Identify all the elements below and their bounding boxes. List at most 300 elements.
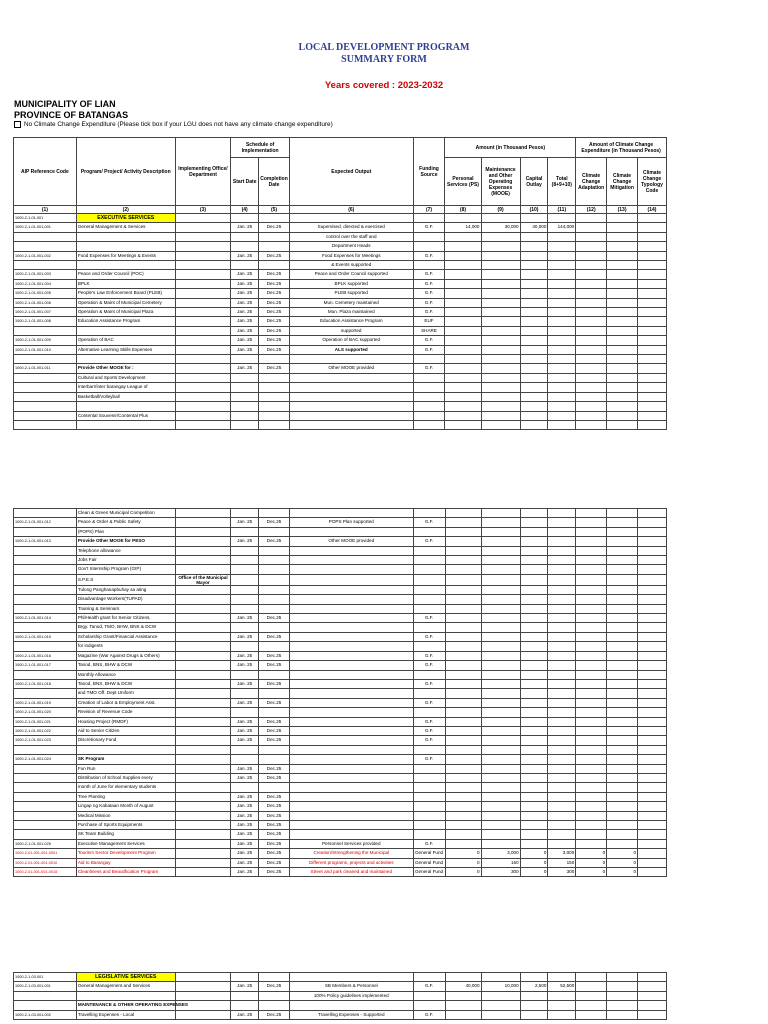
cell-co <box>520 392 548 401</box>
table-row <box>14 991 667 1000</box>
cell-total <box>548 355 576 364</box>
form-title: LOCAL DEVELOPMENT PROGRAM <box>298 42 470 53</box>
cell-start <box>231 783 259 792</box>
table-row <box>14 679 667 688</box>
cell-output <box>289 689 413 698</box>
cell-cca <box>576 223 607 232</box>
cell-office <box>175 261 231 270</box>
cell-end <box>259 556 290 565</box>
cell-total: 150 <box>548 858 576 867</box>
cell-co <box>520 792 548 801</box>
cell-output <box>289 670 413 679</box>
col-number: (11) <box>548 206 576 214</box>
cell-end: Dec.25 <box>259 345 290 354</box>
cell-office <box>175 623 231 632</box>
cell-output: Other MOOE provided <box>289 364 413 373</box>
cell-ccm: 0 <box>607 868 638 877</box>
cell-start: Jan. 25 <box>231 802 259 811</box>
cell-co <box>520 614 548 623</box>
cell-cct <box>638 411 667 420</box>
cell-total <box>548 574 576 585</box>
cell-mooe <box>481 317 520 326</box>
cell-cca <box>576 355 607 364</box>
cell-office <box>175 326 231 335</box>
cell-office <box>175 373 231 382</box>
cell-desc <box>76 261 175 270</box>
cell-fund <box>413 420 445 429</box>
cell-co <box>520 232 548 241</box>
cell-office <box>175 251 231 260</box>
cell-cca <box>576 755 607 764</box>
cell-start <box>231 411 259 420</box>
cell-desc <box>76 242 175 251</box>
cell-cct <box>638 279 667 288</box>
cell-end <box>259 623 290 632</box>
cell-office <box>175 223 231 232</box>
cell-end <box>259 1001 290 1010</box>
cell-ccm: 0 <box>607 858 638 867</box>
cell-start <box>231 585 259 594</box>
municipality: MUNICIPALITY OF LIAN <box>14 99 116 109</box>
cell-co <box>520 651 548 660</box>
cell-total: 3,000 <box>548 849 576 858</box>
table-row <box>14 802 667 811</box>
cell-cct <box>638 651 667 660</box>
table-row <box>14 858 667 867</box>
cell-cca <box>576 556 607 565</box>
cell-ps <box>445 811 481 820</box>
cell-output <box>289 373 413 382</box>
cell-cct <box>638 509 667 518</box>
cell-cca <box>576 708 607 717</box>
table-row <box>14 270 667 279</box>
cell-office <box>175 317 231 326</box>
cell-ccm <box>607 556 638 565</box>
cell-ps <box>445 604 481 613</box>
cell-code: 1000-2-1-01-001-010 <box>14 345 77 354</box>
cell-end: Dec.25 <box>259 811 290 820</box>
table-row <box>14 242 667 251</box>
cell-code: 1000-2-1-01-001-015 <box>14 632 77 641</box>
cell-code: 1000-2-1-01-001-013 <box>14 537 77 546</box>
cell-mooe <box>481 279 520 288</box>
cell-co <box>520 736 548 745</box>
cell-ccm <box>607 1001 638 1010</box>
cell-output <box>289 411 413 420</box>
table-row <box>14 614 667 623</box>
col-completion: Completion Date <box>259 158 290 206</box>
cell-office <box>175 726 231 735</box>
cell-mooe <box>481 689 520 698</box>
col-number: (3) <box>175 206 231 214</box>
cell-cca <box>576 679 607 688</box>
cell-ps <box>445 689 481 698</box>
cell-co <box>520 527 548 536</box>
cell-output: PLEB supported <box>289 289 413 298</box>
cell-total <box>548 270 576 279</box>
cell-mooe <box>481 345 520 354</box>
cell-end <box>259 708 290 717</box>
cell-cct <box>638 614 667 623</box>
cell-ccm <box>607 820 638 829</box>
cell-fund: G.F. <box>413 298 445 307</box>
cell-mooe <box>481 973 520 982</box>
cell-cct <box>638 585 667 594</box>
cell-co <box>520 242 548 251</box>
cell-total <box>548 973 576 982</box>
cell-cct <box>638 289 667 298</box>
table-row <box>14 792 667 801</box>
cell-desc: Lingap ng Kabataan Month of August <box>76 802 175 811</box>
cell-cca <box>576 420 607 429</box>
table-row <box>14 355 667 364</box>
cell-total <box>548 820 576 829</box>
cell-office <box>175 651 231 660</box>
cell-cct <box>638 355 667 364</box>
cell-total <box>548 336 576 345</box>
cell-total <box>548 1001 576 1010</box>
cell-total <box>548 214 576 223</box>
cell-co: 0 <box>520 849 548 858</box>
cell-cca <box>576 632 607 641</box>
table-row <box>14 527 667 536</box>
cell-start: Jan. 25 <box>231 679 259 688</box>
cell-co <box>520 689 548 698</box>
col-ccm: Climate Change Mitigation <box>607 158 638 206</box>
cell-cca <box>576 574 607 585</box>
cell-end <box>259 755 290 764</box>
cell-code: 1000-2-1-01-001-002 <box>14 251 77 260</box>
cell-office <box>175 604 231 613</box>
table-row <box>14 717 667 726</box>
cell-code <box>14 411 77 420</box>
cell-mooe <box>481 802 520 811</box>
cell-cct <box>638 574 667 585</box>
cell-office <box>175 546 231 555</box>
cell-desc: Disadvantage Workers(TUPAD) <box>76 595 175 604</box>
cell-ccm <box>607 373 638 382</box>
cell-code <box>14 792 77 801</box>
cell-ps <box>445 317 481 326</box>
cell-fund <box>413 355 445 364</box>
cell-cca <box>576 698 607 707</box>
cell-fund: G.F. <box>413 279 445 288</box>
cell-co: 0 <box>520 858 548 867</box>
cell-end: Dec.25 <box>259 849 290 858</box>
cell-cct <box>638 698 667 707</box>
cell-ccm <box>607 518 638 527</box>
col-cct: Climate Change Typology Code <box>638 158 667 206</box>
cell-ccm <box>607 670 638 679</box>
cell-output <box>289 755 413 764</box>
cell-ps <box>445 527 481 536</box>
cell-fund: G.F. <box>413 698 445 707</box>
cell-desc: BPLK <box>76 279 175 288</box>
cell-end <box>259 392 290 401</box>
cell-co <box>520 565 548 574</box>
cell-end: Dec.25 <box>259 270 290 279</box>
cell-start: Jan. 25 <box>231 537 259 546</box>
cell-office <box>175 632 231 641</box>
table-row <box>14 537 667 546</box>
cell-desc: Aid to Barangay <box>76 858 175 867</box>
cell-office <box>175 670 231 679</box>
cell-ps <box>445 745 481 754</box>
form-subtitle: SUMMARY FORM <box>341 54 427 65</box>
cell-cct <box>638 973 667 982</box>
cell-mooe <box>481 1010 520 1019</box>
cell-cct <box>638 708 667 717</box>
cell-output: Education Assistance Program <box>289 317 413 326</box>
cell-start <box>231 556 259 565</box>
cell-ps <box>445 764 481 773</box>
cell-code <box>14 546 77 555</box>
cell-total <box>548 420 576 429</box>
cell-office <box>175 689 231 698</box>
cell-ccm <box>607 355 638 364</box>
cell-desc: month of June for elementary students <box>76 783 175 792</box>
cell-ps <box>445 336 481 345</box>
cell-output: Department Heads <box>289 242 413 251</box>
cell-co <box>520 214 548 223</box>
table-row <box>14 298 667 307</box>
cell-code <box>14 783 77 792</box>
col-number: (1) <box>14 206 77 214</box>
cell-office <box>175 991 231 1000</box>
cell-ps <box>445 736 481 745</box>
cell-ccm <box>607 574 638 585</box>
cell-mooe <box>481 632 520 641</box>
cell-start <box>231 689 259 698</box>
cell-ps: 40,000 <box>445 982 481 991</box>
cell-ps <box>445 355 481 364</box>
cell-cct <box>638 364 667 373</box>
cell-ccm <box>607 336 638 345</box>
cell-cct <box>638 518 667 527</box>
cell-mooe <box>481 574 520 585</box>
cell-desc: LEGISLATIVE SERVICES <box>76 973 175 982</box>
cell-end: Dec.25 <box>259 537 290 546</box>
cell-mooe <box>481 402 520 411</box>
cell-ps <box>445 392 481 401</box>
cell-co <box>520 574 548 585</box>
cell-desc: Monthly Allowance <box>76 670 175 679</box>
cell-cca <box>576 614 607 623</box>
cell-office <box>175 585 231 594</box>
cell-desc: Training & Seminars <box>76 604 175 613</box>
cell-output: SB Members & Personnel <box>289 982 413 991</box>
cell-fund <box>413 745 445 754</box>
cell-desc: Travelling Expenses - Local <box>76 1010 175 1019</box>
cell-desc: EXECUTIVE SERVICES <box>76 214 175 223</box>
cell-desc <box>76 326 175 335</box>
cell-code: 1000-2-1-01-001-017 <box>14 661 77 670</box>
cell-ps <box>445 402 481 411</box>
cell-total <box>548 298 576 307</box>
cell-output: Street and park cleaned and maintained <box>289 868 413 877</box>
cell-cca <box>576 364 607 373</box>
cell-end: Dec.25 <box>259 982 290 991</box>
cell-fund <box>413 527 445 536</box>
cell-ps <box>445 623 481 632</box>
cell-output: Operation of BAC supported <box>289 336 413 345</box>
cell-total <box>548 345 576 354</box>
table-row <box>14 670 667 679</box>
cell-output: 100% Policy guidelines implemented <box>289 991 413 1000</box>
cell-co <box>520 745 548 754</box>
cell-fund <box>413 242 445 251</box>
cell-cct <box>638 527 667 536</box>
table-row <box>14 849 667 858</box>
cell-start <box>231 604 259 613</box>
col-number: (2) <box>76 206 175 214</box>
cell-end <box>259 670 290 679</box>
cell-start: Jan. 25 <box>231 726 259 735</box>
cell-desc: Cleanliness and Beautification Program <box>76 868 175 877</box>
cell-total <box>548 402 576 411</box>
cell-end: Dec.25 <box>259 679 290 688</box>
cell-cct <box>638 679 667 688</box>
cell-fund: G.F. <box>413 251 445 260</box>
cell-office <box>175 298 231 307</box>
cell-output <box>289 565 413 574</box>
cell-ps <box>445 991 481 1000</box>
cell-total <box>548 373 576 382</box>
cell-ps <box>445 546 481 555</box>
cell-code: 1000-2-1-03-001-001 <box>14 982 77 991</box>
cell-cct <box>638 632 667 641</box>
cell-start: Jan. 25 <box>231 736 259 745</box>
cell-cca <box>576 726 607 735</box>
cell-ccm <box>607 689 638 698</box>
cell-desc: Brgy. Tanod, TMO, BHW, BNS & DCW <box>76 623 175 632</box>
cell-fund: G.F. <box>413 518 445 527</box>
cell-fund: G.F. <box>413 364 445 373</box>
cell-mooe <box>481 783 520 792</box>
cell-co <box>520 383 548 392</box>
cell-mooe: 10,000 <box>481 982 520 991</box>
cell-mooe <box>481 232 520 241</box>
cell-co <box>520 991 548 1000</box>
cell-code: 1000-2-1-01-001-006 <box>14 298 77 307</box>
cell-end: Dec.25 <box>259 830 290 839</box>
cell-office <box>175 717 231 726</box>
cell-cca <box>576 991 607 1000</box>
summary-table-1 <box>13 137 667 430</box>
cell-cct <box>638 298 667 307</box>
cell-start <box>231 574 259 585</box>
cell-end: Dec.25 <box>259 251 290 260</box>
cell-ccm <box>607 604 638 613</box>
cell-cca <box>576 270 607 279</box>
cell-end <box>259 565 290 574</box>
cell-ccm <box>607 242 638 251</box>
col-cca: Climate Change Adaptation <box>576 158 607 206</box>
cell-mooe: 30,000 <box>481 223 520 232</box>
cell-start <box>231 242 259 251</box>
cell-end: Dec.25 <box>259 858 290 867</box>
table-row <box>14 773 667 782</box>
cell-co <box>520 820 548 829</box>
cell-co <box>520 773 548 782</box>
cell-total <box>548 736 576 745</box>
cell-office <box>175 830 231 839</box>
cell-co <box>520 345 548 354</box>
cell-ps <box>445 509 481 518</box>
cell-mooe <box>481 830 520 839</box>
cell-mooe: 300 <box>481 868 520 877</box>
cell-mooe <box>481 604 520 613</box>
table-row <box>14 574 667 585</box>
cell-cca <box>576 830 607 839</box>
col-number: (9) <box>481 206 520 214</box>
cell-ps <box>445 251 481 260</box>
cell-ccm <box>607 345 638 354</box>
cell-output: BPLK supported <box>289 279 413 288</box>
cell-start: Jan. 25 <box>231 364 259 373</box>
cell-ps <box>445 820 481 829</box>
cell-cct <box>638 326 667 335</box>
cell-code: 1000-2-01-001-001-0015 <box>14 868 77 877</box>
cell-start: Jan. 25 <box>231 223 259 232</box>
cell-fund <box>413 509 445 518</box>
cell-desc: Food Expenses for Meetings & Events <box>76 251 175 260</box>
cell-mooe <box>481 708 520 717</box>
cell-desc: Operation & Maint of Municipal Cemetery <box>76 298 175 307</box>
cell-ps <box>445 574 481 585</box>
cell-co <box>520 279 548 288</box>
cell-cca <box>576 982 607 991</box>
cell-output: Travelling Expenses - Supported <box>289 1010 413 1019</box>
cell-co <box>520 679 548 688</box>
cell-ccm <box>607 991 638 1000</box>
cell-output <box>289 764 413 773</box>
checkbox[interactable] <box>14 121 21 128</box>
years-covered: Years covered : 2023-2032 <box>324 80 444 91</box>
cell-ps <box>445 839 481 848</box>
cell-fund: G.F. <box>413 336 445 345</box>
col-number: (7) <box>413 206 445 214</box>
cell-desc: MAINTENANCE & OTHER OPERATING EXPENSES <box>76 1001 175 1010</box>
cell-output <box>289 642 413 651</box>
cell-desc: Discretionary Fund <box>76 736 175 745</box>
cell-desc: Tree Planting <box>76 792 175 801</box>
cell-cct <box>638 820 667 829</box>
cell-mooe <box>481 1001 520 1010</box>
cell-mooe <box>481 755 520 764</box>
cell-fund <box>413 565 445 574</box>
table-row <box>14 1001 667 1010</box>
cell-co <box>520 355 548 364</box>
cell-cca <box>576 214 607 223</box>
cell-office <box>175 383 231 392</box>
table-row <box>14 373 667 382</box>
cell-mooe <box>481 651 520 660</box>
col-cc: Amount of Climate Change Expenditure (in Thousand Pesos) <box>576 138 667 158</box>
cell-end: Dec.25 <box>259 614 290 623</box>
cell-office <box>175 820 231 829</box>
cell-output <box>289 527 413 536</box>
cell-ccm <box>607 585 638 594</box>
cell-cca <box>576 383 607 392</box>
cell-co <box>520 509 548 518</box>
cell-output: Creation/Strengthening the Municipal <box>289 849 413 858</box>
cell-ccm <box>607 537 638 546</box>
cell-ccm <box>607 289 638 298</box>
cell-code: 1000-2-1-01-001-025 <box>14 839 77 848</box>
cell-cct <box>638 604 667 613</box>
cell-end <box>259 383 290 392</box>
